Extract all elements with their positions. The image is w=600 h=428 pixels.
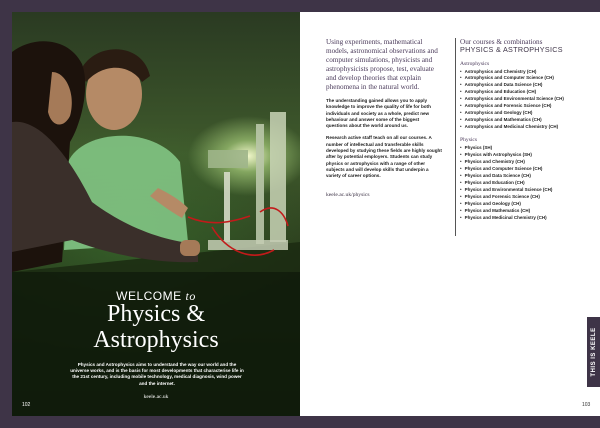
list-item: • Physics and Forensic Science (CH) <box>460 194 600 201</box>
list-item: • Physics and Mathematics (CH) <box>460 208 600 215</box>
list-item: • Astrophysics and Chemistry (CH) <box>460 69 600 76</box>
list-item: • Physics and Geology (CH) <box>460 201 600 208</box>
welcome-to: to <box>185 289 196 303</box>
description-column <box>326 38 442 198</box>
column-divider <box>455 38 456 236</box>
lead-paragraph: Using experiments, mathematical models, astronomical observations and computer simulations, physicists and astrophysicists propose, test, evaluate and develop theories that explain phenomena in the natural world. <box>326 38 438 91</box>
welcome-prefix: WELCOME <box>116 289 182 303</box>
title-line-1: Physics & <box>106 301 205 327</box>
physics-url-link[interactable]: keele.ac.uk/physics <box>326 191 370 198</box>
physics-course-list <box>460 145 600 221</box>
courses-column <box>460 38 600 222</box>
section-tab <box>587 317 600 387</box>
right-page <box>300 12 600 416</box>
brochure-spread <box>12 12 600 416</box>
body-paragraph-1: The understanding gained allows you to apply knowledge to improve the quality of life for both individuals and society as a whole, predict new behaviour and answer some of the biggest questions about the world around us. <box>326 98 431 129</box>
list-item: • Astrophysics and Geology (CH) <box>460 110 600 117</box>
list-item: • Physics and Computer Science (CH) <box>460 166 600 173</box>
title-line-2: Astrophysics <box>93 327 219 353</box>
courses-heading: Our courses & combinations <box>460 38 543 46</box>
list-item: • Astrophysics and Medicinal Chemistry (CH) <box>460 124 600 131</box>
physics-heading: Physics <box>460 137 478 144</box>
list-item: • Astrophysics and Forensic Science (CH) <box>460 103 600 110</box>
list-item: • Astrophysics and Education (CH) <box>460 89 600 96</box>
list-item: • Physics (SH) <box>460 145 600 152</box>
courses-subheading: PHYSICS & ASTROPHYSICS <box>460 45 563 54</box>
list-item: • Physics and Chemistry (CH) <box>460 159 600 166</box>
list-item: • Physics and Data Science (CH) <box>460 173 600 180</box>
page-number-right: 103 <box>582 402 591 408</box>
astrophysics-course-list <box>460 69 600 132</box>
list-item: • Physics with Astrophysics (SH) <box>460 152 600 159</box>
list-item: • Physics and Education (CH) <box>460 180 600 187</box>
astrophysics-heading: Astrophysics <box>460 60 490 67</box>
list-item: • Astrophysics and Mathematics (CH) <box>460 117 600 124</box>
left-page <box>12 12 300 416</box>
body-paragraph-2: Research active staff teach on all our courses. A number of intellectual and transferable skills developed by studying these fields are highly sought after by potential employers. Students can study physics or astrophysics with a range of other subjects and will develop skills that underpin a variety of career options. <box>326 135 442 179</box>
intro-paragraph: Physics and Astrophysics aims to understand the way our world and the universe works, and is the basis for most developments that characterise life in the 21st century, including mobile technology, medical diagnosis, wind power and the internet. <box>70 362 244 386</box>
left-url-link[interactable]: keele.ac.uk <box>143 394 169 400</box>
list-item: • Astrophysics and Computer Science (CH) <box>460 75 600 82</box>
list-item: • Physics and Environmental Science (CH) <box>460 187 600 194</box>
page-number-left: 102 <box>22 402 31 408</box>
list-item: • Astrophysics and Data Science (CH) <box>460 82 600 89</box>
list-item: • Physics and Medicinal Chemistry (CH) <box>460 215 600 222</box>
list-item: • Astrophysics and Environmental Science (CH) <box>460 96 600 103</box>
lab-photo <box>12 12 300 416</box>
section-tab-label: THIS IS KEELE <box>591 327 597 377</box>
